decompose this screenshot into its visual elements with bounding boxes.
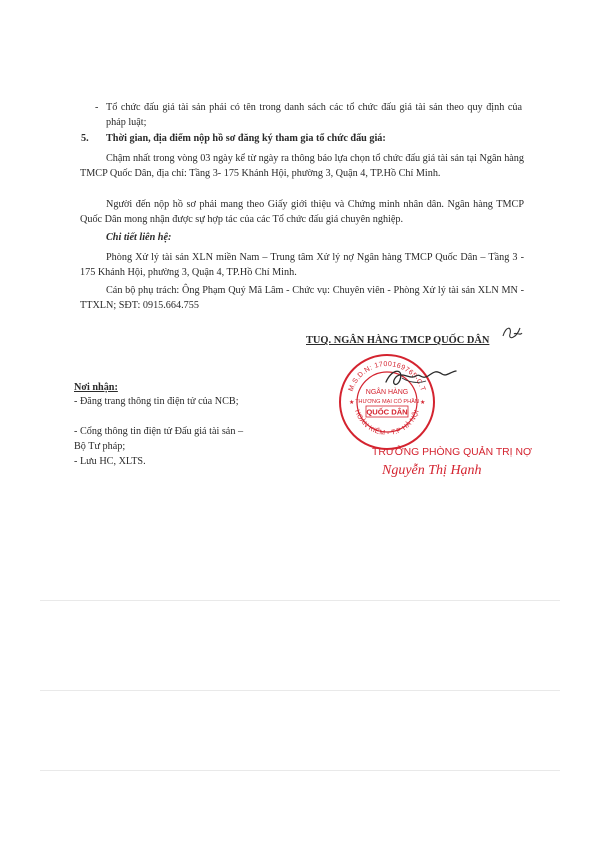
recipient-item-2: - Cổng thông tin điện tử Đấu giá tài sản – Bộ Tư pháp; xyxy=(74,426,244,452)
recipient-item-1: - Đăng trang thông tin điện tử của NCB; xyxy=(74,396,239,407)
signatory-name: Nguyễn Thị Hạnh xyxy=(382,463,482,478)
section-number: 5. xyxy=(81,133,89,144)
section-heading: Thời gian, địa điểm nộp hồ sơ đăng ký tham gia tổ chức đấu giá: xyxy=(106,133,386,144)
handwritten-signature-icon xyxy=(382,362,460,392)
svg-text:★: ★ xyxy=(420,400,426,406)
section-paragraph-1: Chậm nhất trong vòng 03 ngày kể từ ngày ra thông báo lựa chọn tổ chức đấu giá tài sản tại Ngân hàng TMCP Quốc Dân, địa chỉ: Tầng 3- 175 Khánh Hội, phường 3, Quận 4, TP.Hồ Chí Minh. xyxy=(80,153,524,179)
seal-top-text: M.S.D.N: 1700169765-C.T xyxy=(347,360,427,393)
contact-heading: Chi tiết liên hệ: xyxy=(106,232,172,243)
svg-text:★: ★ xyxy=(349,400,355,406)
scan-artifact-line xyxy=(40,770,560,771)
intro-bullet-marker: - xyxy=(95,102,99,113)
seal-line-1: NGÂN HÀNG xyxy=(365,389,409,396)
signatory-title: TRƯỞNG PHÒNG QUẢN TRỊ NỢ xyxy=(372,447,532,458)
scan-artifact-line xyxy=(40,690,560,691)
signature-header: TUQ. NGÂN HÀNG TMCP QUỐC DÂN xyxy=(306,335,490,346)
recipient-item-3: - Lưu HC, XLTS. xyxy=(74,456,146,467)
recipients-heading: Nơi nhận: xyxy=(74,382,118,393)
seal-line-3: QUỐC DÂN xyxy=(366,407,408,417)
scan-artifact-line xyxy=(40,600,560,601)
seal-bottom-text: HOÀN KIẾM - T.P HÀ NỘI xyxy=(353,408,421,437)
seal-line-2: THƯƠNG MẠI CỔ PHẦN xyxy=(355,399,419,405)
initials-mark-icon xyxy=(500,322,524,344)
section-paragraph-2: Người đến nộp hồ sơ phải mang theo Giấy giới thiệu và Chứng minh nhân dân. Ngân hàng TMCP Quốc Dân mong nhận được sự hợp tác của các Tổ chức đấu giá chuyên nghiệp. xyxy=(80,199,524,225)
intro-bullet-text: Tổ chức đấu giá tài sản phải có tên trong danh sách các tổ chức đấu giá tài sản theo quy định của pháp luật; xyxy=(106,102,522,128)
contact-paragraph-2: Cán bộ phụ trách: Ông Phạm Quý Mã Lâm - Chức vụ: Chuyên viên - Phòng Xử lý tài sản XLN MN - TTXLN; SĐT: 0915.664.755 xyxy=(80,285,524,311)
contact-paragraph-1: Phòng Xử lý tài sản XLN miền Nam – Trung tâm Xử lý nợ Ngân hàng TMCP Quốc Dân – Tầng 3 - 175 Khánh Hội, phường 3, Quận 4, TP.Hồ Chí Minh. xyxy=(80,252,524,278)
